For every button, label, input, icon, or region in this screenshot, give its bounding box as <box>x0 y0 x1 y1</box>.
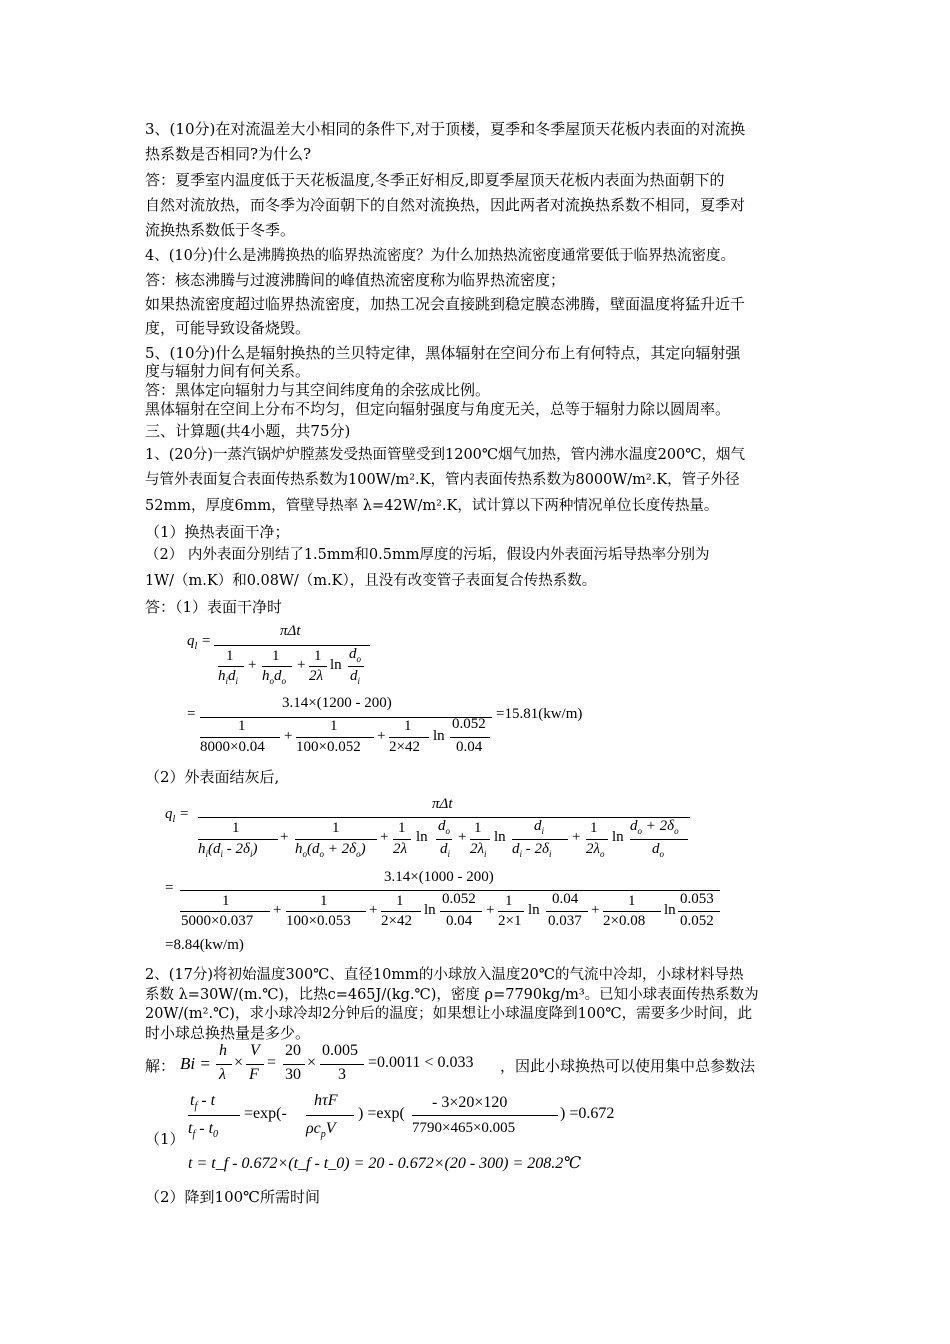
q3-question-line2: 热系数是否相同?为什么? <box>145 145 312 163</box>
q4-answer-line1: 答：核态沸腾与过渡沸腾间的峰值热流密度称为临界热流密度； <box>145 271 566 289</box>
q3-answer-line3: 流换热系数低于冬季。 <box>145 221 296 239</box>
step2-label: （2）降到100℃所需时间 <box>145 1188 320 1206</box>
calc1-line1: 1、(20分)一蒸汽锅炉炉膛蒸发受热面管壁受到1200℃烟气加热，管内沸水温度200℃，烟气 <box>145 447 746 463</box>
q3-question-line1: 3、(10分)在对流温差大小相同的条件下,对于顶楼，夏季和冬季屋顶天花板内表面的对流换 <box>145 120 746 138</box>
calc2-line3: 20W/(m².℃)，求小球冷却2分钟后的温度；如果想让小球温度降到100℃，需要多少时间，此 <box>145 1006 753 1022</box>
calc1-case2-label: （2）外表面结灰后, <box>145 768 280 786</box>
calc2-line4: 时小球总换热量是多少。 <box>145 1024 311 1042</box>
f2-numerator: πΔt <box>432 796 453 812</box>
section-title: 三、计算题(共4小题，共75分) <box>145 422 351 440</box>
f2-result: =8.84(kw/m) <box>165 937 244 953</box>
calc1-answer-label: 答：（1）表面干净时 <box>145 598 283 616</box>
step1-label: （1） <box>145 1130 185 1148</box>
q5-question-line1: 5、(10分)什么是辐射换热的兰贝特定律，黑体辐射在空间分布上有何特点，其定向辐射强 <box>145 344 741 362</box>
q3-answer-line1: 答：夏季室内温度低于天花板温度,冬季正好相反,即夏季屋顶天花板内表面为热面朝下的 <box>145 171 725 189</box>
f1-numerator2: 3.14×(1200 - 200) <box>282 695 392 711</box>
q4-answer-line2: 如果热流密度超过临界热流密度，加热工况会直接跳到稳定膜态沸腾，壁面温度将猛升近千 <box>145 295 746 313</box>
calc2-sol-label: 解： <box>145 1057 176 1075</box>
q5-question-line2: 度与辐射力间有何关系。 <box>145 362 311 380</box>
f1-numerator: πΔt <box>280 623 301 639</box>
t-result-line: t = t_f - 0.672×(t_f - t_0) = 20 - 0.672×(20 - 300) = 208.2℃ <box>188 1155 582 1172</box>
calc1-case2-line2: 1W/（m.K）和0.08W/（m.K），且没有改变管子表面复合传热系数。 <box>145 573 597 589</box>
ql-symbol: $q_l$ = <box>187 633 212 652</box>
bi-expression: =0.0011 < 0.033 <box>368 1054 474 1071</box>
calc1-line2: 与管外表面复合表面传热系数为100W/m².K，管内表面传热系数为8000W/m².K，管子外径 <box>145 472 740 488</box>
q4-question: 4、(10分)什么是沸腾换热的临界热流密度？为什么加热热流密度通常要低于临界热流密度。 <box>145 248 735 264</box>
document-page: 3、(10分)在对流温差大小相同的条件下,对于顶楼，夏季和冬季屋顶天花板内表面的对流换 热系数是否相同?为什么? 答：夏季室内温度低于天花板温度,冬季正好相反,即夏季屋顶天花板内表面为热面朝下的 自然对流放热，而冬季为冷面朝下的自然对流换热，因此两者对流换热系数不相同，夏季对 流换热系数低于冬季。 4、(10分)什么是沸腾换热的临界热流密度？为什么加热热流密度通常要低于临界热流密度。 答：核态沸腾与过渡沸腾间的峰值热流密度称为临界热流密度； 如果热流密度超过临界热流密度，加热工况会直接跳到稳定膜态沸腾，壁面温度将猛升近千 度，可能导致设备烧毁。 5、(10分)什么是辐射换热的兰贝特定律，黑体辐射在空间分布上有何特点，其定向辐射强 度与辐射力间有何关系。 答：黑体定向辐射力与其空间纬度角的余弦成比例。 黑体辐射在空间上分布不均匀，但定向辐射强度与角度无关，总等于辐射力除以圆周率。 三、计算题(共4小题，共75分) 1、(20分)一蒸汽锅炉炉膛蒸发受热面管壁受到1200℃烟气加热，管内沸水温度200℃，烟气 与管外表面复合表面传热系数为100W/m².K，管内表面传热系数为8000W/m².K，管子外径 52mm，厚度6mm，管壁导热率 λ=42W/m².K，试计算以下两种情况单位长度传热量。 （1）换热表面干净； （2） 内外表面分别结了1.5mm和0.5mm厚度的污垢，假设内外表面污垢导热率分别为 1W/（m.K）和0.08W/（m.K），且没有改变管子表面复合传热系数。 答：（1）表面干净时 $q_l$ = πΔt 1 $h_id_i$ + 1 $h_od_o$ + 1 2λ ln $d_o$ $d_i$ = 3.14×(1200 - 200) 1 8000×0.04 + 1 100×0.052 + 1 2×42 ln 0.052 0.04 =15.81(kw/m) （2）外表面结灰后, $q_l$ = πΔt 1 $h_i(d_i - 2\delta_i)$ + 1 $h_o(d_o + 2\delta_o)$ + 1 2λ ln $d_o$ $d_i$ + 1 $2\lambda_i$ ln $d_i$ $d_i - 2\delta_i$ + 1 $2\lambda_o$ ln $d_o + 2\delta_o$ $d_o$ = 3.14×(1000 - 200) 1 5000×0.037 + 1 100×0.053 + 1 2×42 ln 0.052 0.04 + 1 2×1 ln 0.04 0.037 + 1 2×0.08 ln 0.053 0.052 =8.84(kw/m) 2、(17分)将初始温度300℃、直径10mm的小球放入温度20℃的气流中冷却，小球材料导热 系数 λ=30W/(m.℃)，比热c=465J/(kg.℃)，密度 ρ=7790kg/m³。已知小球表面传热系数为 20W/(m².℃)，求小球冷却2分钟后的温度；如果想让小球温度降到100℃，需要多少时间，此 时小球总换热量是多少。 解： Bi = h λ × V F = 20 30 × 0.005 3 =0.0011 < 0.033 ，因此小球换热可以使用集中总参数法 （1） $t_f$ - t $t_f - t_0$ =exp(- hτF $\rho c_pV$ ) =exp( - 3×20×120 7790×465×0.005 ) =0.672 t = t_f - 0.672×(t_f - t_0) = 20 - 0.672×(20 - 300) = 208.2℃ （2）降到100℃所需时间 <box>145 120 759 1206</box>
q3-answer-line2: 自然对流放热，而冬季为冷面朝下的自然对流换热，因此两者对流换热系数不相同，夏季对 <box>145 196 746 214</box>
calc1-case2-line1: （2） 内外表面分别结了1.5mm和0.5mm厚度的污垢，假设内外表面污垢导热率分别为 <box>145 547 710 563</box>
calc1-case1: （1）换热表面干净； <box>145 523 290 541</box>
calc1-line3: 52mm，厚度6mm，管壁导热率 λ=42W/m².K，试计算以下两种情况单位长度传热量。 <box>145 498 719 514</box>
f1-fraction-bar <box>214 645 370 646</box>
q5-answer-line1: 答：黑体定向辐射力与其空间纬度角的余弦成比例。 <box>145 381 491 399</box>
f2-numerator2: 3.14×(1000 - 200) <box>384 869 494 885</box>
q5-answer-line2: 黑体辐射在空间上分布不均匀，但定向辐射强度与角度无关，总等于辐射力除以圆周率。 <box>145 400 731 418</box>
f1-result: =15.81(kw/m) <box>496 706 583 722</box>
bi-note: ，因此小球换热可以使用集中总参数法 <box>500 1057 756 1075</box>
calc2-line2: 系数 λ=30W/(m.℃)，比热c=465J/(kg.℃)，密度 ρ=7790kg/m³。已知小球表面传热系数为 <box>145 987 759 1003</box>
ratio-result: ) =0.672 <box>560 1105 615 1122</box>
q4-answer-line3: 度，可能导致设备烧毁。 <box>145 319 311 337</box>
calc2-line1: 2、(17分)将初始温度300℃、直径10mm的小球放入温度20℃的气流中冷却，小球材料导热 <box>145 967 744 983</box>
